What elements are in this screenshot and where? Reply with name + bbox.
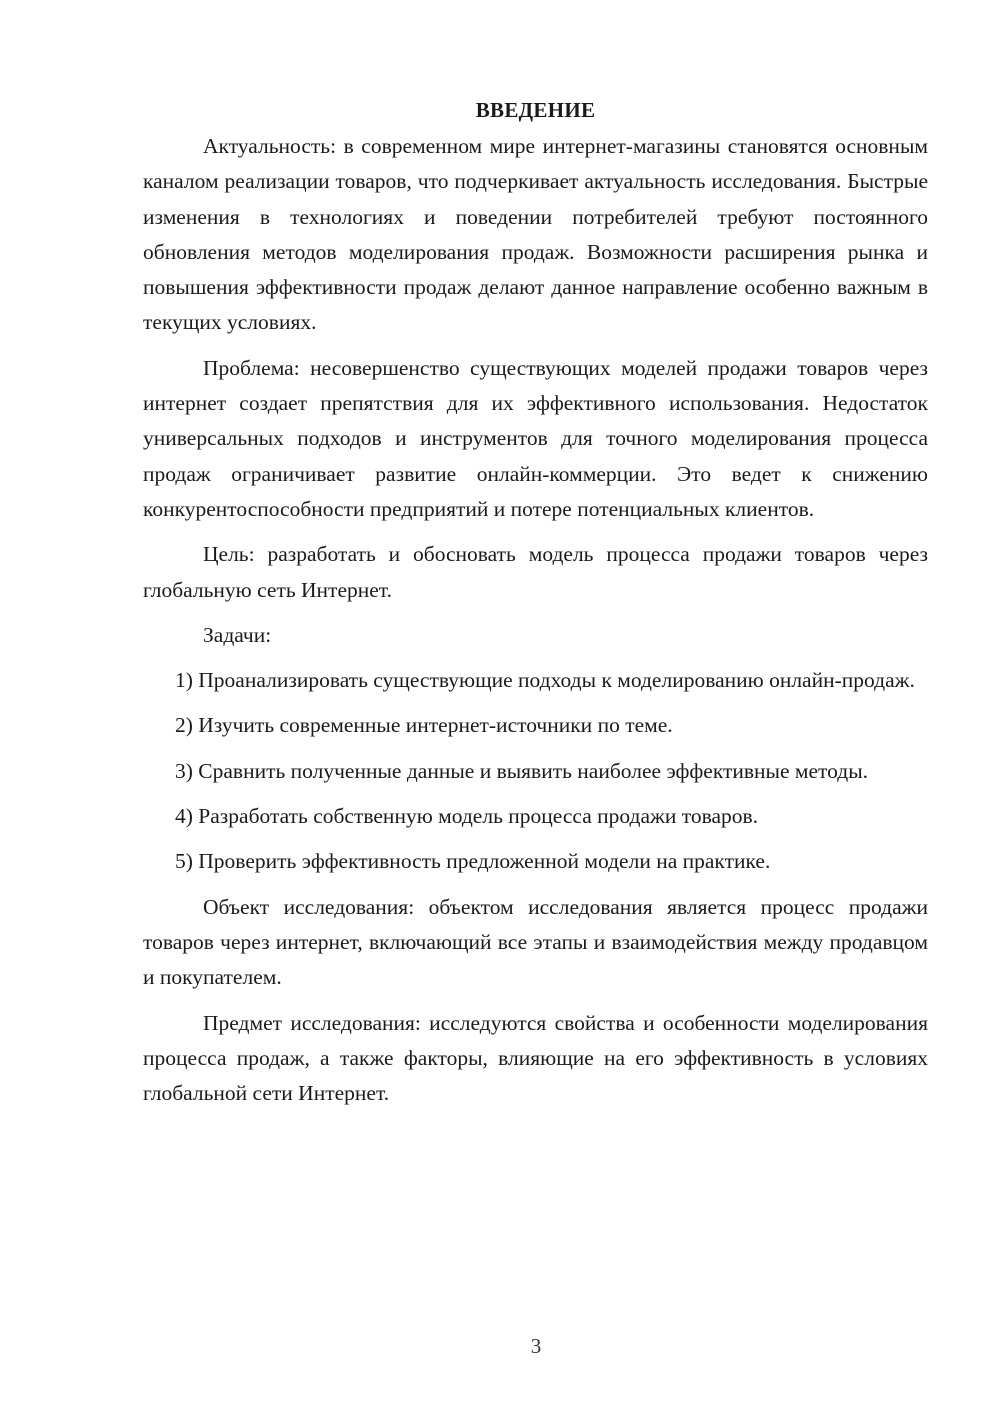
goal-paragraph: Цель: разработать и обосновать модель процесса продажи товаров через глобальную сеть Интернет.: [143, 542, 928, 602]
relevance-paragraph: Актуальность: в современном мире интернет-магазины становятся основным каналом реализации товаров, что подчеркивает актуальность исследования. Быстрые изменения в технологиях и поведении потребителей требуют постоянного обновления методов моделирования продаж. Возможности расширения рынка и повышения эффективности продаж делают данное направление особенно важным в текущих условиях.: [143, 134, 928, 335]
problem-paragraph: Проблема: несовершенство существующих моделей продажи товаров через интернет создает препятствия для их эффективного использования. Недостаток универсальных подходов и инструментов для точного моделирования процесса продаж ограничивает развитие онлайн-коммерции. Это ведет к снижению конкурентоспособности предприятий и потере потенциальных клиентов.: [143, 355, 928, 521]
document-page: [143, 93, 928, 1121]
task-item-4: 4) Разработать собственную модель процесса продажи товаров.: [175, 804, 759, 829]
task-item-1: 1) Проанализировать существующие подходы к моделированию онлайн-продаж.: [175, 668, 915, 693]
task-item-3: 3) Сравнить полученные данные и выявить наиболее эффективные методы.: [175, 758, 869, 783]
tasks-heading: Задачи:: [203, 622, 272, 647]
object-paragraph: Объект исследования: объектом исследования является процесс продажи товаров через интернет, включающий все этапы и взаимодействия между продавцом и покупателем.: [143, 894, 928, 990]
page-number: 3: [530, 1334, 542, 1358]
task-item-5: 5) Проверить эффективность предложенной модели на практике.: [175, 849, 771, 874]
task-item-2: 2) Изучить современные интернет-источники по теме.: [175, 713, 673, 738]
subject-paragraph: Предмет исследования: исследуются свойства и особенности моделирования процесса продаж, а также факторы, влияющие на его эффективность в условиях глобальной сети Интернет.: [143, 1010, 928, 1106]
section-title: ВВЕДЕНИЕ: [475, 98, 596, 122]
